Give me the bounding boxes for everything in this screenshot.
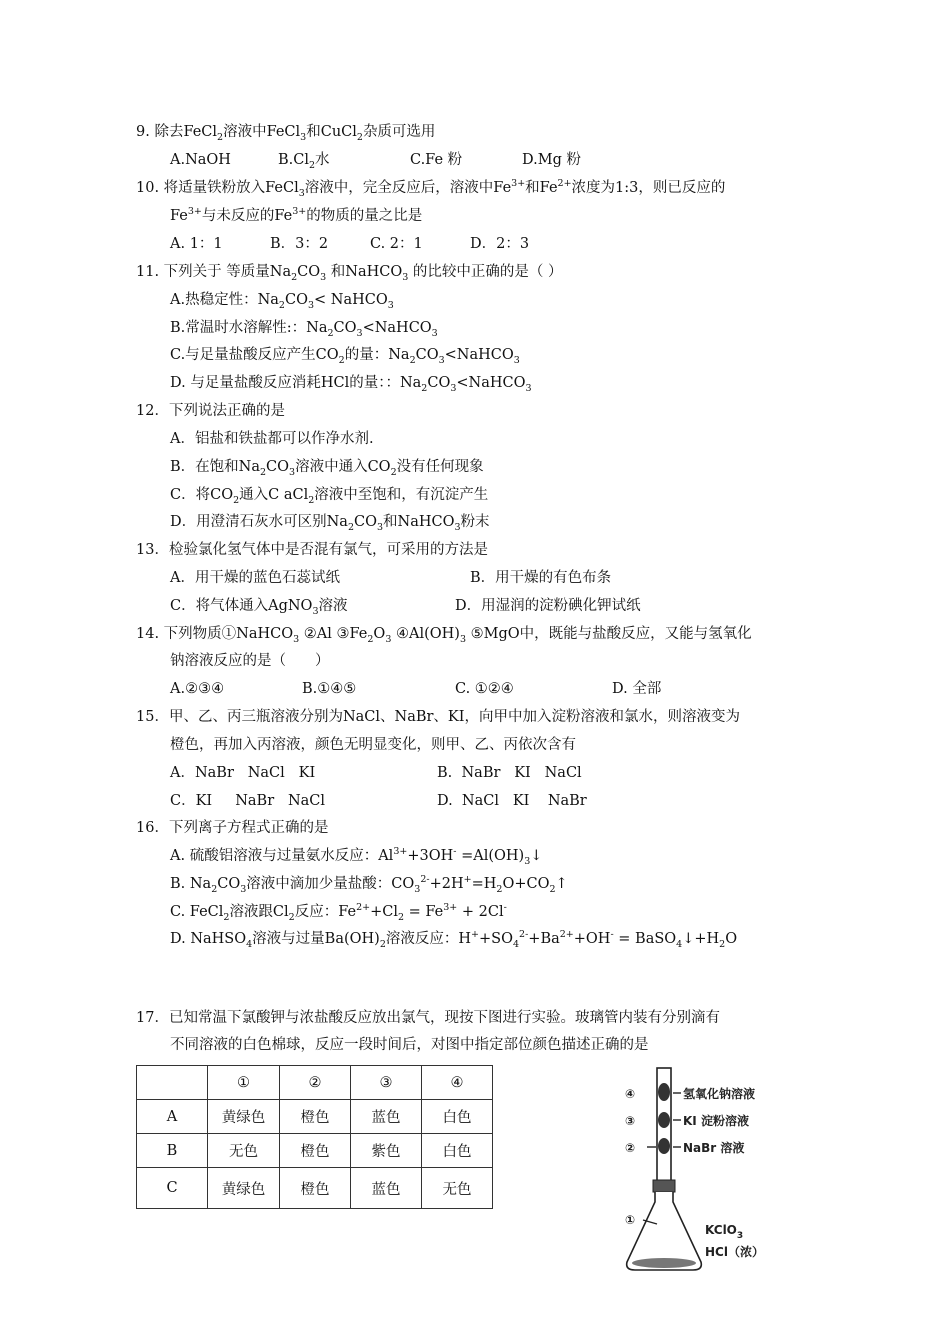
table-cell: 橙色 (280, 1100, 351, 1134)
q14-option-d: D. 全部 (612, 681, 662, 697)
q15-option-d: D. NaCl KI NaBr (437, 793, 587, 809)
cotton-ball-3 (658, 1112, 670, 1128)
q10-option-a: A. 1：1 (170, 236, 223, 252)
table-cell: ② (280, 1066, 351, 1100)
q15-line2: 橙色，再加入丙溶液，颜色无明显变化，则甲、乙、丙依次含有 (170, 737, 576, 753)
table-cell: 蓝色 (351, 1168, 422, 1209)
cotton-ball-4 (658, 1083, 670, 1101)
q17-line1: 17．已知常温下氯酸钾与浓盐酸反应放出氯气，现按下图进行实验。玻璃管内装有分别滴有 (136, 1010, 720, 1026)
q11-option-d: D. 与足量盐酸反应消耗HCl的量：：$Na_2CO_3<NaHCO_3$ (170, 375, 532, 394)
table-cell: B (137, 1134, 208, 1168)
q16-stem: 16．下列离子方程式正确的是 (136, 820, 329, 836)
label-3-text: KI 淀粉溶液 (683, 1114, 749, 1128)
q9-option-a: A.NaOH (170, 152, 231, 168)
q9-stem: 9. 除去FeCl$_2$溶液中FeCl$_3$和CuCl$_2$杂质可选用 (136, 124, 436, 143)
table-cell: ① (208, 1066, 280, 1100)
q9-option-d: D.Mg 粉 (522, 152, 581, 168)
q13-option-b: B．用干燥的有色布条 (470, 570, 612, 586)
q11-option-b: B.常温时水溶解性:：$Na_2CO_3<NaHCO_3$ (170, 320, 438, 339)
label-3: ③ (625, 1114, 636, 1128)
q15-line1: 15．甲、乙、丙三瓶溶液分别为NaCl、NaBr、KI，向甲中加入淀粉溶液和氯水，则溶液变为 (136, 709, 740, 725)
reagent-kclo3: KClO$_3$ (705, 1223, 744, 1241)
q12-option-d: D．用澄清石灰水可区别$Na_2CO_3$和NaHCO$_3$粉末 (170, 514, 490, 533)
table-header-row (137, 1066, 493, 1100)
table-cell: 无色 (422, 1168, 493, 1209)
q15-option-a: A．NaBr NaCl KI (170, 765, 316, 781)
flask-liquid (632, 1258, 696, 1268)
q16-option-a: A. 硫酸铝溶液与过量氨水反应：$Al^{3+}+3OH^-$ $=Al(OH)_3↓$ (170, 846, 543, 867)
q14-line1: 14. 下列物质①NaHCO$_3$ ②Al $③Fe_2O_3$ $④Al(OH)_3$ ⑤MgO中，既能与盐酸反应，又能与氢氧化 (136, 626, 752, 645)
table-cell: 无色 (208, 1134, 280, 1168)
label-1: ① (625, 1213, 636, 1227)
table-cell: 蓝色 (351, 1100, 422, 1134)
reagent-hcl: HCl（浓） (705, 1245, 764, 1259)
table-cell: 黄绿色 (208, 1100, 280, 1134)
q15-option-b: B. NaBr KI NaCl (437, 765, 582, 781)
table-cell: 橙色 (280, 1168, 351, 1209)
q17-line2: 不同溶液的白色棉球，反应一段时间后，对图中指定部位颜色描述正确的是 (170, 1037, 649, 1053)
q11-option-c: C.与足量盐酸反应产生$CO_2$的量：$Na_2CO_3<NaHCO_3$ (170, 347, 520, 366)
q12-option-b: B．在饱和$Na_2CO_3$溶液中通入$CO_2$没有任何现象 (170, 459, 484, 478)
apparatus-diagram (585, 1062, 835, 1284)
label-4: ④ (625, 1087, 636, 1101)
q10-option-d: D．2：3 (470, 236, 530, 252)
table-cell (137, 1066, 208, 1100)
table-cell: 紫色 (351, 1134, 422, 1168)
q9-option-c: C.Fe 粉 (410, 152, 463, 168)
q13-option-c: C．将气体通入AgNO$_3$溶液 (170, 598, 348, 617)
q11-option-a: A.热稳定性：$Na_2CO_3<$ NaHCO$_3$ (170, 292, 394, 311)
q10-line2: $Fe^{3+}$与未反应的$Fe^{3+}$的物质的量之比是 (170, 206, 423, 224)
q16-option-c: C. FeCl$_2$溶液跟$Cl_2$反应：$Fe^{2+}+Cl_2 = Fe^{3+} + 2Cl^-$ (170, 902, 507, 923)
q13-option-a: A．用干燥的蓝色石蕊试纸 (170, 570, 340, 586)
table-cell: A (137, 1100, 208, 1134)
q12-option-a: A．铝盐和铁盐都可以作净水剂. (170, 431, 374, 447)
label-2: ② (625, 1141, 636, 1155)
table-row (137, 1134, 493, 1168)
table-cell: 黄绿色 (208, 1168, 280, 1209)
q10-option-c: C. 2：1 (370, 236, 423, 252)
table-cell: ③ (351, 1066, 422, 1100)
q15-option-c: C．KI NaBr NaCl (170, 793, 326, 809)
cotton-ball-2 (658, 1138, 670, 1154)
table-row (137, 1100, 493, 1134)
q9-option-b: $B.Cl_2$水 (278, 152, 330, 171)
q11-stem: 11. 下列关于 等质量$Na_2CO_3$ 和NaHCO$_3$ 的比较中正确的是（ ） (136, 264, 563, 283)
table-cell: ④ (422, 1066, 493, 1100)
table-cell: 白色 (422, 1100, 493, 1134)
table-cell: 白色 (422, 1134, 493, 1168)
table-cell: 橙色 (280, 1134, 351, 1168)
q12-option-c: C．将$CO_2$通入C aCl$_2$溶液中至饱和，有沉淀产生 (170, 487, 489, 506)
stopper (653, 1180, 675, 1192)
q12-stem: 12．下列说法正确的是 (136, 403, 285, 419)
table-row (137, 1168, 493, 1209)
table-cell: C (137, 1168, 208, 1209)
q17-table (136, 1065, 493, 1209)
label-2-text: NaBr 溶液 (683, 1141, 745, 1155)
q14-line2: 钠溶液反应的是（ ） (170, 653, 330, 669)
label-4-text: 氢氧化钠溶液 (683, 1087, 756, 1101)
q10-line1: 10. 将适量铁粉放入FeCl$_3$溶液中，完全反应后，溶液中$Fe^{3+}$和$Fe^{2+}$浓度为1:3，则已反应的 (136, 178, 726, 199)
q13-option-d: D．用湿润的淀粉碘化钾试纸 (455, 598, 641, 614)
q14-option-b: B.①④⑤ (302, 681, 357, 697)
q16-option-b: B. $Na_2CO_3$溶液中滴加少量盐酸：$CO_3^{2-}+2H^+=H_2O+CO_2↑$ (170, 874, 568, 895)
q10-option-b: B．3：2 (270, 236, 329, 252)
q14-option-c: C. ①②④ (455, 681, 514, 697)
q16-option-d: D. NaHSO$_4$溶液与过量$Ba(OH)_2$溶液反应：$H^++SO_4^{2-}+Ba^{2+}+OH^-$ = $BaSO_4↓+H_2O$ (170, 929, 738, 950)
q13-stem: 13．检验氯化氢气体中是否混有氯气，可采用的方法是 (136, 542, 488, 558)
q14-option-a: A.②③④ (170, 681, 225, 697)
